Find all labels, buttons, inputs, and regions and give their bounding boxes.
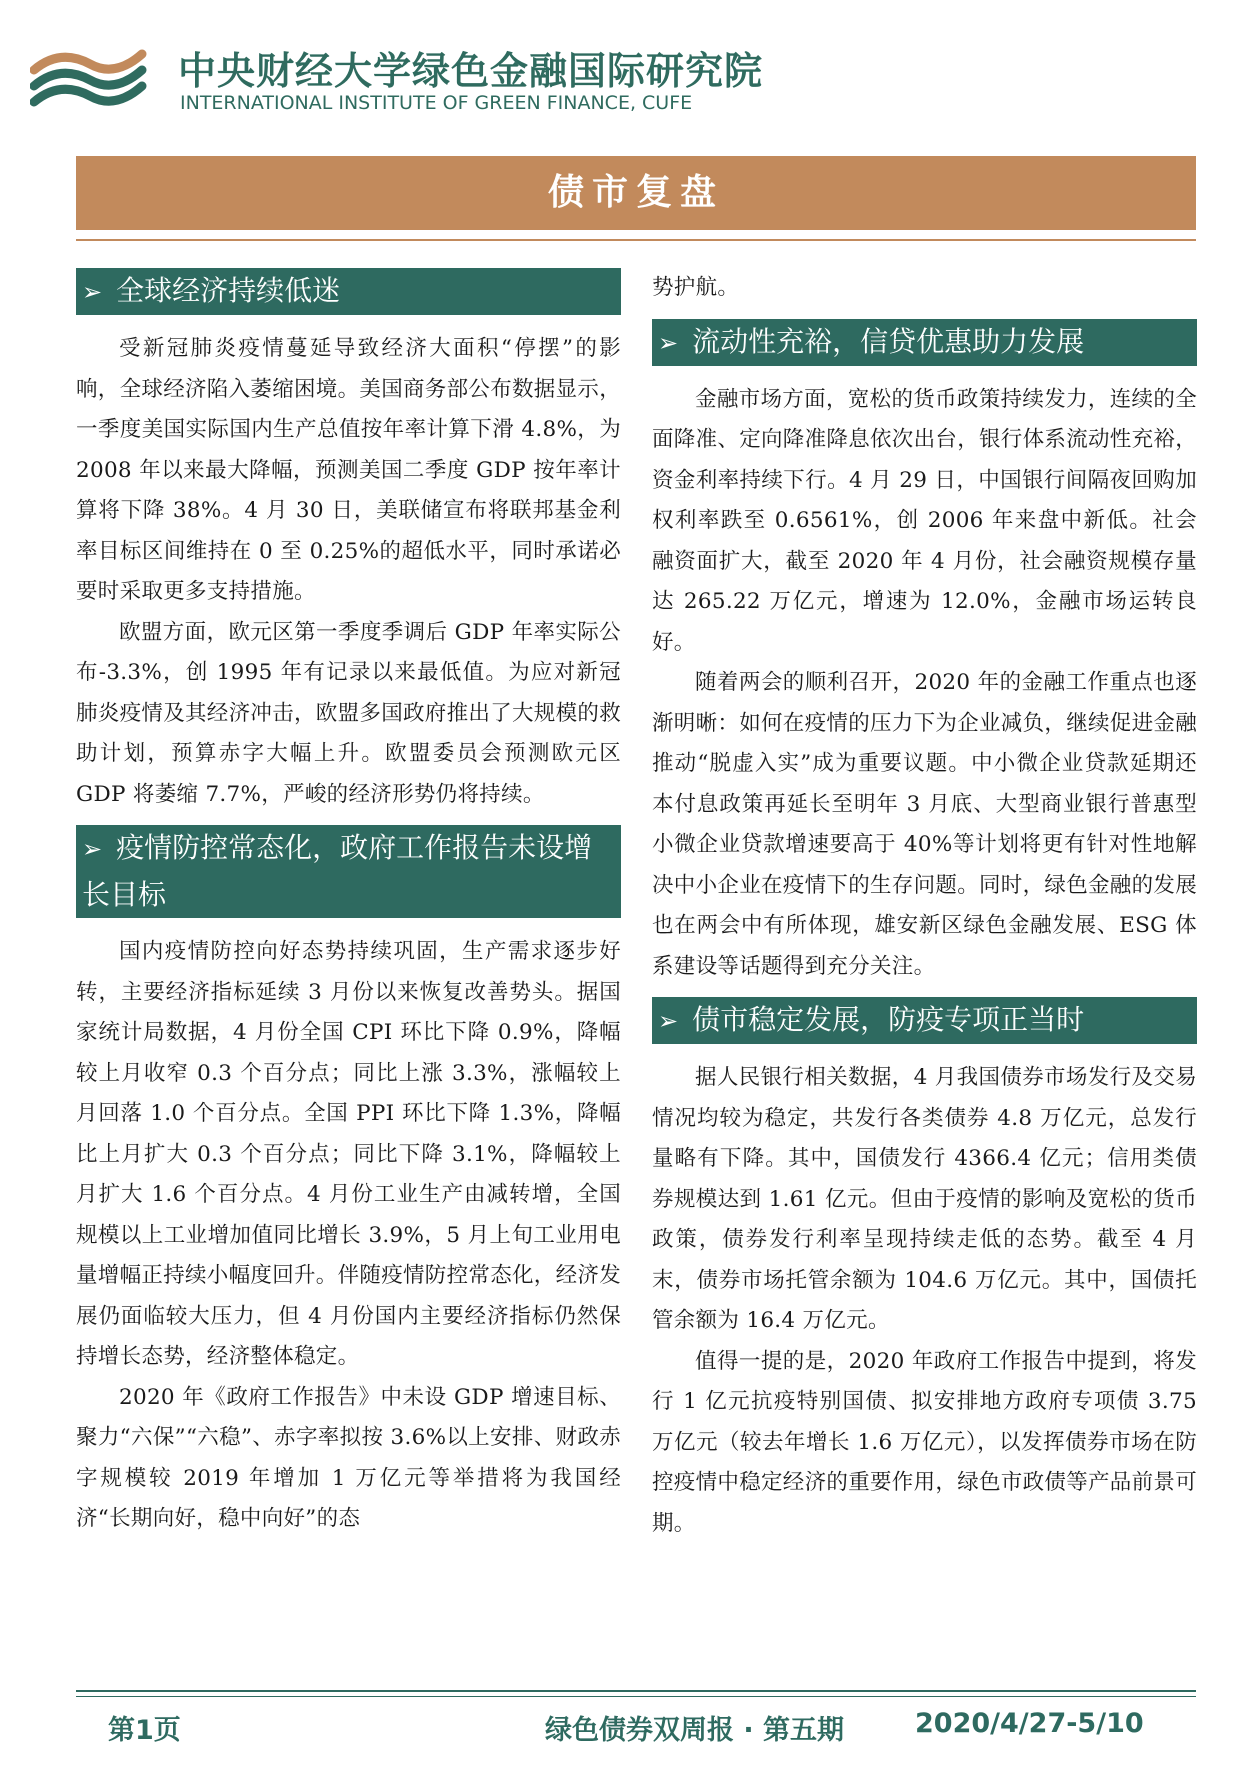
arrow-bullet-icon: ➢ [82,278,103,306]
issue-date-range: 2020/4/27-5/10 [915,1708,1144,1739]
left-column [76,268,621,1540]
paragraph: 2020 年《政府工作报告》中未设 GDP 增速目标、聚力“六保”“六稳”、赤字率拟按 3.6%以上安排、财政赤字规模较 2019 年增加 1 万亿元等举措将为我国经济“长期向好，稳中向好”的态 [76,1384,621,1531]
page-number: 第1页 [108,1715,181,1746]
section-heading-bond-market: ➢ 债市稳定发展，防疫专项正当时 [652,997,1197,1044]
page-title: 债市复盘 [547,172,724,213]
institute-logo [30,40,150,120]
arrow-bullet-icon: ➢ [82,835,103,863]
paragraph: 受新冠肺炎疫情蔓延导致经济大面积“停摆”的影响，全球经济陷入萎缩困境。美国商务部公布数据显示，一季度美国实际国内生产总值按年率计算下滑 4.8%，为 2008 年以来最大降幅，预测美国二季度 GDP 按年率计算将下降 38%。4 月 30 日，美联储宣布将联邦基金利率目标区间维持在 0 至 0.25%的超低水平，同时承诺必要时采取更多支持措施。 [76,336,622,604]
paragraph-continuation: 势护航。 [652,275,740,300]
section-heading-liquidity: ➢ 流动性充裕，信贷优惠助力发展 [652,319,1197,366]
paragraph: 值得一提的是，2020 年政府工作报告中提到，将发行 1 亿元抗疫特别国债、拟安排地方政府专项债 3.75 万亿元（较去年增长 1.6 万亿元），以发挥债券市场在防控疫情中稳定经济的重要作用，绿色市政债等产品前景可期。 [652,1348,1198,1536]
arrow-bullet-icon: ➢ [658,1007,679,1035]
section-heading-global-economy: ➢ 全球经济持续低迷 [76,268,621,315]
footer-divider-thin [76,1696,1196,1697]
right-column [652,268,1197,1544]
section-heading-epidemic-control: ➢ 疫情防控常态化，政府工作报告未设增长目标 [76,825,621,918]
publication-name: 绿色债券双周报 · 第五期 [545,1715,845,1746]
paragraph: 据人民银行相关数据，4 月我国债券市场发行及交易情况均较为稳定，共发行各类债券 4.8 万亿元，总发行量略有下降。其中，国债发行 4366.4 亿元；信用类债券规模达到 1.61 亿元。但由于疫情的影响及宽松的货币政策，债券发行利率呈现持续走低的态势。截至 4 月末，债券市场托管余额为 104.6 万亿元。其中，国债托管余额为 16.4 万亿元。 [652,1065,1197,1333]
paragraph: 金融市场方面，宽松的货币政策持续发力，连续的全面降准、定向降准降息依次出台，银行体系流动性充裕，资金利率持续下行。4 月 29 日，中国银行间隔夜回购加权利率跌至 0.6561%，创 2006 年来盘中新低。社会融资面扩大，截至 2020 年 4 月份，社会融资规模存量达 265.22 万亿元，增速为 12.0%，金融市场运转良好。 [652,386,1198,655]
org-name-en: INTERNATIONAL INSTITUTE OF GREEN FINANCE, CUFE [180,92,693,114]
page-title-band [76,156,1196,230]
paragraph: 随着两会的顺利召开，2020 年的金融工作重点也逐渐明晰：如何在疫情的压力下为企业减负，继续促进金融推动“脱虚入实”成为重要议题。中小微企业贷款延期还本付息政策再延长至明年 3 月底、大型商业银行普惠型小微企业贷款增速要高于 40%等计划将更有针对性地解决中小企业在疫情下的生存问题。同时，绿色金融的发展也在两会中有所体现，雄安新区绿色金融发展、ESG 体系建设等话题得到充分关注。 [652,670,1198,979]
paragraph: 国内疫情防控向好态势持续巩固，生产需求逐步好转，主要经济指标延续 3 月份以来恢复改善势头。据国家统计局数据，4 月份全国 CPI 环比下降 0.9%，降幅较上月收窄 0.3 个百分点；同比上涨 3.3%，涨幅较上月回落 1.0 个百分点。全国 PPI 环比下降 1.3%，降幅比上月扩大 0.3 个百分点；同比下降 3.1%，降幅较上月扩大 1.6 个百分点。4 月份工业生产由减转增，全国规模以上工业增加值同比增长 3.9%，5 月上旬工业用电量增幅正持续小幅度回升。伴随疫情防控常态化，经济发展仍面临较大压力，但 4 月份国内主要经济指标仍然保持增长态势，经济整体稳定。 [76,939,622,1369]
paragraph: 欧盟方面，欧元区第一季度季调后 GDP 年率实际公布-3.3%，创 1995 年有记录以来最低值。为应对新冠肺炎疫情及其经济冲击，欧盟多国政府推出了大规模的救助计划，预算赤字大幅上升。欧盟委员会预测欧元区 GDP 将萎缩 7.7%，严峻的经济形势仍将持续。 [76,619,622,807]
arrow-bullet-icon: ➢ [658,328,679,357]
footer-divider [76,1690,1196,1692]
org-name-cn: 中央财经大学绿色金融国际研究院 [178,49,764,93]
title-divider [76,239,1196,241]
